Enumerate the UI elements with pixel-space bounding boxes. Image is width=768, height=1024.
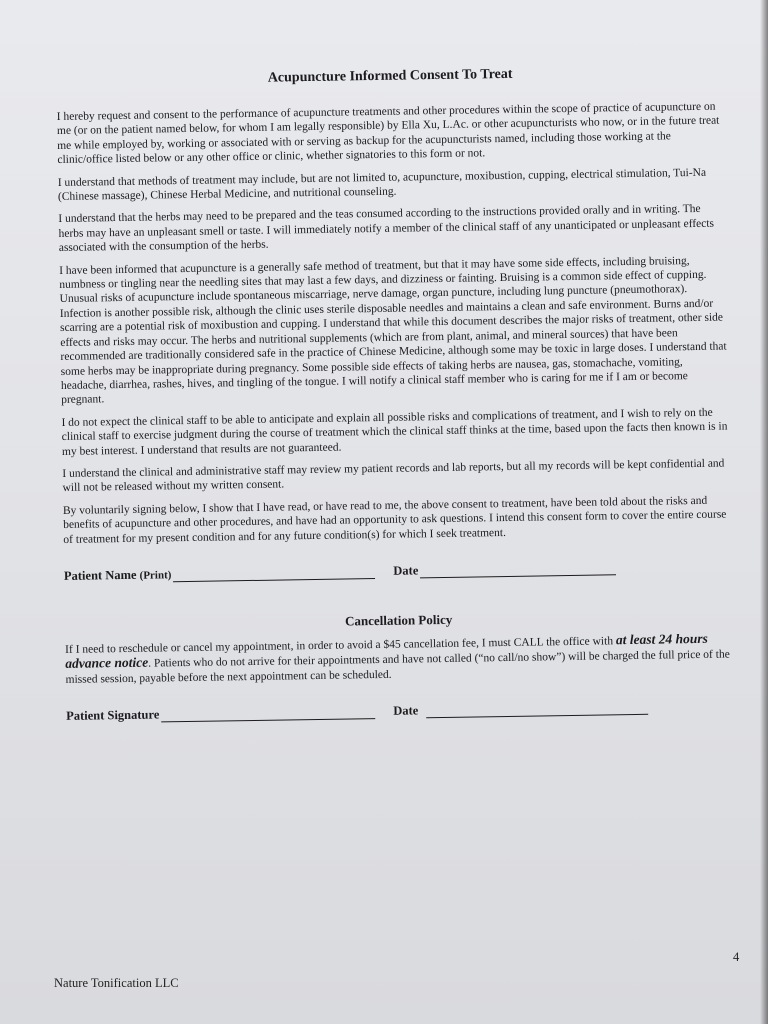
- footer-company: Nature Tonification LLC: [54, 976, 179, 990]
- signature-date-label: Date: [393, 703, 419, 718]
- signature-date-field[interactable]: [426, 702, 648, 718]
- paragraph-signing: By voluntarily signing below, I show that I have read, or have read to me, the above consent to treatment, have been told about the risks and benefits of acupuncture and other procedures, and have had an opportunity to ask questions. I intend this consent form to cover the entire course of treatment for my present condition and for any future condition(s) for which I seek treatment.: [62, 494, 727, 546]
- paragraph-risks: I have been informed that acupuncture is a generally safe method of treatment, but that it may have some side effects, including bruising, numbness or tingling near the needling sites that may last a few days, and dizziness or fainting. Bruising is a common side effect of cupping. Unusual risks of acupuncture include spontaneous miscarriage, nerve damage, organ puncture, including lung puncture (pneumothorax). Infection is another possible risk, although the clinic uses sterile disposable needles and maintains a clean and safe environment. Burns and/or scarring are a potential risk of moxibustion and cupping. I understand that while this document describes the major risks of treatment, other side effects and risks may occur. The herbs and nutritional supplements (which are from plant, animal, and mineral sources) that have been recommended are traditionally considered safe in the practice of Chinese Medicine, although some may be toxic in large doses. I understand that some herbs may be inappropriate during pregnancy. Some possible side effects of taking herbs are nausea, gas, stomachache, vomiting, headache, diarrhea, rashes, hives, and tingling of the tongue. I will notify a clinical staff member who is caring for me if I am or become pregnant.: [59, 254, 727, 407]
- paragraph-records: I understand the clinical and administrative staff may review my patient records and lab reports, but all my records will be kept confidential and will not be released without my written consent.: [62, 457, 725, 495]
- cancellation-emphasis: at least 24 hours advance notice: [65, 630, 708, 672]
- paragraph-consent-request: I hereby request and consent to the performance of acupuncture treatments and other procedures within the scope of practice of acupuncture on me (or on the patient named below, for whom I am legally responsible) by Ella Xu, L.Ac. or other acupuncturists who now, or in the future treat me while employed by, working or associated with or serving as backup for the acupuncturists named, including those working at the clinic/office listed below or any other office or clinic, whether signatories to this form or not.: [56, 100, 720, 167]
- date-label: Date: [393, 563, 419, 578]
- patient-name-row: [64, 558, 732, 583]
- page-number: 4: [733, 950, 740, 964]
- cancellation-policy-text: If I need to reschedule or cancel my appointment, in order to avoid a $45 cancellation fee, I must CALL the office with at least 24 hours advance notice. Patients who do not arrive for their appointments and have not called (“no call/no show”) will be charged the full price of the missed session, payable before the next appointment can be scheduled.: [65, 630, 730, 686]
- date-field[interactable]: [420, 562, 616, 578]
- document-title: Acupuncture Informed Consent To Treat: [267, 66, 513, 86]
- cancellation-policy-title: Cancellation Policy: [344, 611, 453, 629]
- paragraph-herbs: I understand that the herbs may need to be prepared and the teas consumed according to the instructions provided orally and in writing. The herbs may have an unpleasant smell or taste. I will immediately notify a member of the clinical staff of any unanticipated or unpleasant effects associated with the consumption of the herbs.: [58, 203, 715, 255]
- patient-name-label: Patient Name (Print): [63, 567, 172, 583]
- paragraph-treatment-methods: I understand that methods of treatment may include, but are not limited to, acupuncture, moxibustion, cupping, electrical stimulation, Tui-Na (Chinese massage), Chinese Herbal Medicine, and nutritional counseling.: [57, 166, 707, 204]
- signature-row: [66, 699, 734, 724]
- signature-field[interactable]: [161, 706, 375, 722]
- patient-name-field[interactable]: [173, 566, 375, 582]
- paragraph-expectations: I do not expect the clinical staff to be able to anticipate and explain all possible risks and complications of treatment, and I wish to rely on the clinical staff to exercise judgment during the course of treatment which the clinical staff thinks at the time, based upon the facts then known is in my best interest. I understand that results are not guaranteed.: [61, 406, 728, 458]
- signature-label: Patient Signature: [66, 707, 160, 724]
- document-body: [56, 60, 734, 725]
